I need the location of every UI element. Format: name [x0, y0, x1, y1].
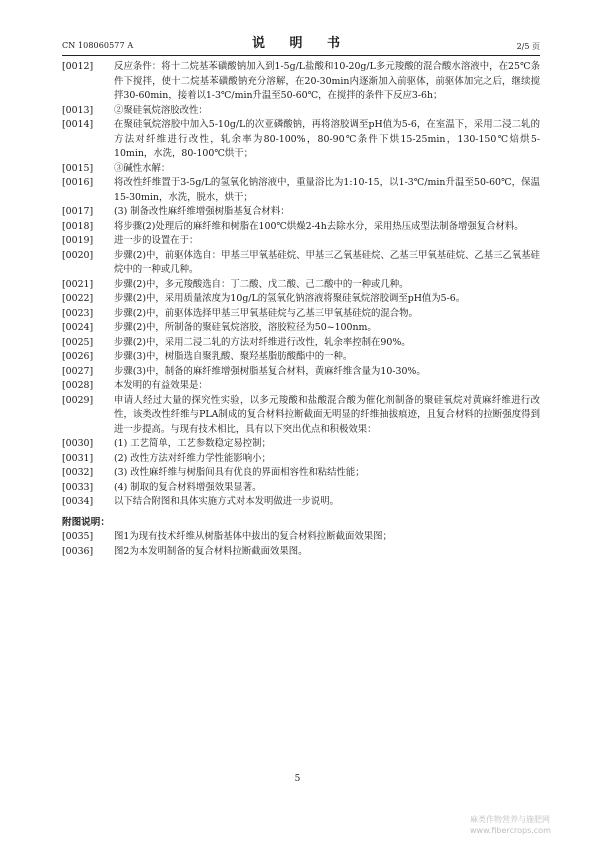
paragraph-number: [0033]: [62, 481, 94, 493]
paragraph-text: 步骤(2)中，多元羧酸选自：丁二酸、戊二酸、己二酸中的一种或几种。: [114, 278, 409, 290]
paragraph-number: [0034]: [62, 496, 94, 507]
paragraph-number: [0025]: [62, 336, 94, 348]
paragraph-text: 在聚硅氧烷溶胶中加入5-10g/L的次亚磷酸钠，再将溶胶调至pH值为5-6，在室温下，采用二浸二轧的方法对纤维进行改性，轧余率为80-100%，80-90℃条件下烘15-25min，130-150℃焙烘5-10min，水洗，80-100℃烘干；: [114, 119, 540, 159]
paragraph: [62, 205, 540, 220]
publication-number: CN 108060577 A: [62, 41, 134, 50]
paragraph: [62, 530, 540, 545]
paragraph: [62, 234, 540, 249]
page-number: 5: [294, 774, 301, 784]
paragraph-number: [0032]: [62, 467, 94, 478]
figure-description-heading: 附图说明：: [62, 516, 110, 528]
watermark-site-name: 麻类作物营养与施肥网: [470, 815, 550, 824]
paragraph: [62, 466, 540, 481]
document-title: 说 明 书: [251, 36, 351, 51]
paragraph-number: [0018]: [62, 220, 94, 232]
paragraph-text: 步骤(2)中，所制备的聚硅氧烷溶胶，溶胶粒径为50~100nm。: [114, 322, 377, 333]
paragraph-number: [0017]: [62, 206, 94, 217]
paragraph-number: [0031]: [62, 452, 94, 464]
paragraph: [62, 379, 540, 394]
document-header: [62, 30, 540, 54]
paragraph-text: (3) 改性麻纤维与树脂间具有优良的界面相容性和粘结性能；: [114, 467, 365, 478]
paragraph-number: [0030]: [62, 438, 94, 449]
paragraph-text: 申请人经过大量的探究性实验，以多元羧酸和盐酸混合酸为催化剂制备的聚硅氧烷对黄麻纤维进行改性，该类改性纤维与PLA制成的复合材料拉断截面无明显的纤维抽拔痕迹，且复合材料的拉断强度得到进一步提高。与现有技术相比，具有以下突出优点和积极效果：: [114, 394, 540, 435]
paragraph-text: ②聚硅氧烷溶胶改性：: [114, 104, 208, 116]
header-divider: [62, 55, 540, 56]
paragraph: [62, 350, 540, 365]
paragraph-number: [0014]: [62, 119, 94, 130]
paragraph-number: [0035]: [62, 531, 94, 542]
paragraph-number: [0028]: [62, 380, 94, 391]
paragraph-number: [0026]: [62, 351, 94, 362]
paragraph-list: [62, 60, 540, 510]
paragraph-number: [0016]: [62, 177, 94, 188]
paragraph: [62, 321, 540, 336]
paragraph: [62, 365, 540, 380]
paragraph-text: (3) 制备改性麻纤维增强树脂基复合材料：: [114, 206, 290, 217]
paragraph-text: ③碱性水解：: [114, 162, 171, 174]
paragraph-number: [0020]: [62, 249, 94, 261]
paragraph: [62, 278, 540, 293]
paragraph-number: [0021]: [62, 278, 94, 290]
paragraph-text: 将步骤(2)处理后的麻纤维和树脂在100℃烘燥2-4h去除水分，采用热压成型法制备增强复合材料。: [114, 220, 524, 232]
paragraph-text: 进一步的设置在于：: [114, 235, 199, 246]
paragraph-text: 图1为现有技术纤维从树脂基体中拔出的复合材料拉断截面效果图；: [114, 531, 392, 542]
paragraph: [62, 481, 540, 496]
paragraph-number: [0019]: [62, 235, 94, 246]
paragraph-text: (2) 改性方法对纤维力学性能影响小；: [114, 452, 271, 464]
paragraph-text: 以下结合附图和具体实施方式对本发明做进一步说明。: [114, 496, 340, 507]
paragraph-text: 步骤(2)中，采用质量浓度为10g/L的氢氧化钠溶液将聚硅氧烷溶胶调至pH值为5-6。: [114, 293, 466, 304]
watermark: [470, 814, 551, 836]
paragraph-text: (4) 制取的复合材料增强效果显著。: [114, 481, 262, 493]
paragraph-text: 步骤(3)中，制备的麻纤维增强树脂基复合材料，黄麻纤维含量为10-30%。: [114, 365, 426, 377]
watermark-url: www.fibercrops.com: [470, 826, 551, 835]
paragraph: [62, 220, 540, 235]
paragraph-number: [0023]: [62, 307, 94, 319]
paragraph-number: [0015]: [62, 162, 94, 174]
paragraph-number: [0027]: [62, 365, 94, 377]
paragraph-text: (1) 工艺简单，工艺参数稳定易控制；: [114, 438, 271, 449]
paragraph-number: [0029]: [62, 394, 94, 406]
page-indicator: 2/5 页: [516, 42, 540, 51]
paragraph: [62, 495, 540, 510]
paragraph: [62, 249, 540, 278]
paragraph: [62, 60, 540, 104]
paragraph-number: [0022]: [62, 293, 94, 304]
figure-paragraph-list: [62, 530, 540, 559]
paragraph: [62, 394, 540, 438]
paragraph: [62, 437, 540, 452]
paragraph-text: 反应条件：将十二烷基苯磺酸钠加入到1-5g/L盐酸和10-20g/L多元羧酸的混合酸水溶液中，在25℃条件下搅拌，使十二烷基苯磺酸钠充分溶解，在20-30min内逐渐加入前驱体，前驱体加完之后，继续搅拌30-60min，接着以1-3℃/min升温至50-60℃，在搅拌的条件下反应3-6h；: [114, 61, 540, 101]
paragraph-text: 步骤(2)中，前驱体选自：甲基三甲氧基硅烷、甲基三乙氧基硅烷、乙基三甲氧基硅烷、乙基三乙氧基硅烷中的一种或几种。: [114, 249, 540, 275]
paragraph: [62, 162, 540, 177]
paragraph: [62, 292, 540, 307]
paragraph-text: 图2为本发明制备的复合材料拉断截面效果图。: [114, 545, 308, 557]
paragraph: [62, 307, 540, 322]
paragraph-number: [0012]: [62, 61, 94, 72]
document-body: [62, 60, 540, 559]
paragraph-text: 步骤(3)中，树脂选自聚乳酸、聚羟基脂肪酸酯中的一种。: [114, 351, 353, 362]
paragraph: [62, 176, 540, 205]
paragraph: [62, 452, 540, 467]
paragraph: [62, 118, 540, 162]
paragraph-number: [0036]: [62, 545, 94, 557]
paragraph: [62, 104, 540, 119]
paragraph-number: [0024]: [62, 322, 94, 333]
paragraph-text: 步骤(2)中，采用二浸二轧的方法对纤维进行改性，轧余率控制在90%。: [114, 336, 411, 348]
paragraph-text: 步骤(2)中，前驱体选择甲基三甲氧基硅烷与乙基三甲氧基硅烷的混合物。: [114, 307, 418, 319]
paragraph-number: [0013]: [62, 104, 94, 116]
paragraph: [62, 545, 540, 560]
paragraph: [62, 336, 540, 351]
paragraph-text: 将改性纤维置于3-5g/L的氢氧化钠溶液中，重量浴比为1:10-15，以1-3℃/min升温至50-60℃，保温15-30min，水洗，脱水，烘干；: [114, 177, 540, 203]
paragraph-text: 本发明的有益效果是：: [114, 380, 208, 391]
